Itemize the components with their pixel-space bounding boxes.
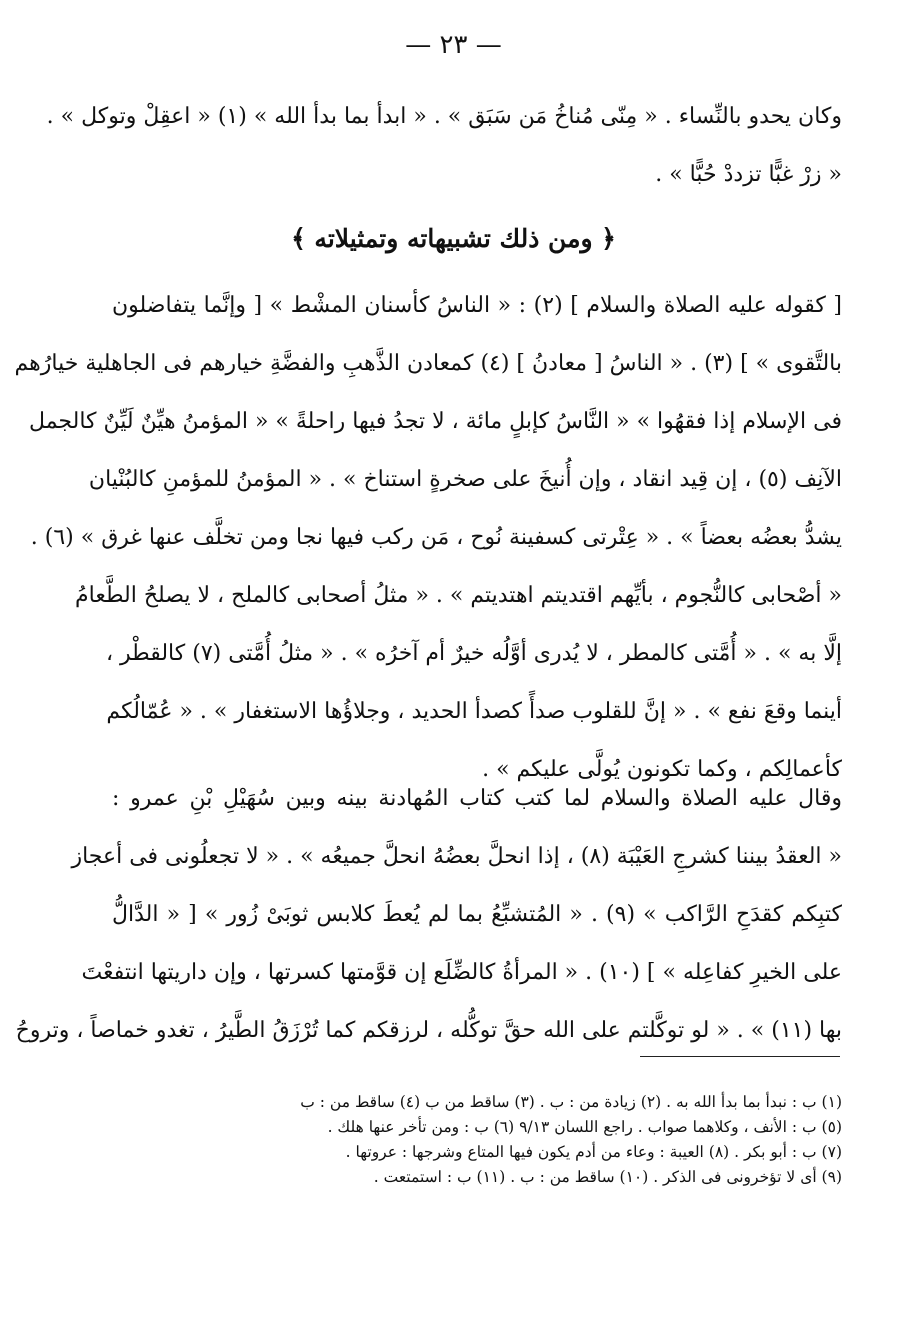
text-line: إلَّا به » . « أُمَّتى كالمطر ، لا يُدرى أوَّلُه خيرٌ أم آخرُه » . « مثلُ أُمَّتى (٧) كالقطْر ،: [105, 641, 842, 666]
text-line: وقال عليه الصلاة والسلام لما كتب كتاب المُهادنة بينه وبين سُهَيْلِ بْنِ عمرو :: [112, 786, 842, 811]
section-heading: ﴿ ومن ذلك تشبيهاته وتمثيلاته ﴾: [291, 224, 616, 253]
footnote-divider: [640, 1056, 840, 1057]
text-line: أينما وقعَ نفع » . « إنَّ للقلوب صدأً كصدأ الحديد ، وجلاؤُها الاستغفار » . « عُمّالُكم: [106, 699, 842, 724]
text-line: على الخيرِ كفاعِله » ] (١٠) . « المرأةُ كالضِّلَع إن قوَّمتها كسرتها ، وإن داريتها انتفعْتَ: [81, 960, 842, 985]
text-line: « العقدُ بيننا كشرجِ العَيْبَة (٨) ، إذا انحلَّ بعضُهُ انحلَّ جميعُه » . « لا تجعلُونى فى أعجاز: [71, 844, 842, 869]
page-number: — ٢٣ —: [405, 30, 502, 60]
text-line: كتبِكم كقدَحِ الرَّاكب » (٩) . « المُتشبِّعُ بما لم يُعطَ كلابس ثوبَىْ زُور » [ « الدَّالُّ: [112, 902, 842, 927]
text-line: [ كقوله عليه الصلاة والسلام ] (٢) : « الناسُ كأسنان المشْط » [ وإنَّما يتفاضلون: [112, 293, 842, 318]
text-line: بها (١١) » . « لو توكَّلتم على الله حقَّ توكُّله ، لرزقكم كما تُرْزَقُ الطَّيرُ ، تغدو خماصاً ، وتروحُ: [15, 1018, 842, 1043]
text-line: يشدُّ بعضُه بعضاً » . « عِتْرتى كسفينة نُوح ، مَن ركب فيها نجا ومن تخلَّف عنها غرق » (٦) .: [30, 525, 842, 550]
text-line: الآنِف (٥) ، إن قِيد انقاد ، وإن أُنيخَ على صخرةٍ استناخ » . « المؤمنُ للمؤمنِ كالبُنْيان: [88, 467, 842, 492]
footnote-line: (٥) ب : الأنف ، وكلاهما صواب . راجع اللسان ٩/١٣ (٦) ب : ومن تأخر عنها هلك .: [327, 1118, 842, 1136]
footnote-line: (٧) ب : أبو بكر . (٨) العيبة : وعاء من أدم يكون فيها المتاع وشرجها : عروتها .: [345, 1143, 842, 1161]
footnotes: [112, 1090, 842, 1190]
text-line: فى الإسلام إذا فقهُوا » « النَّاسُ كإبلٍ مائة ، لا تجدُ فيها راحلةً » « المؤمنُ هيِّنٌ لَيِّنٌ كالجمل: [29, 409, 842, 434]
paragraph-similes: [14, 277, 842, 799]
text-line: « زرْ غبًّا تزددْ حُبًّا » .: [655, 162, 842, 187]
paragraph-treaty: [15, 770, 842, 1060]
intro-paragraph: [46, 88, 842, 204]
footnote-line: (٩) أى لا تؤخرونى فى الذكر . (١٠) ساقط من : ب . (١١) ب : استمتعت .: [373, 1168, 842, 1186]
footnote-line: (١) ب : نبدأ بما بدأ الله به . (٢) زيادة من : ب . (٣) ساقط من ب (٤) ساقط من : ب: [300, 1093, 842, 1111]
text-line: وكان يحدو بالنِّساء . « مِنّى مُناخُ مَن سَبَق » . « ابدأ بما بدأ الله » (١) « اعقِلْ وتوكل » .: [46, 104, 842, 129]
text-line: كأعمالِكم ، وكما تكونون يُولَّى عليكم » .: [482, 757, 842, 782]
text-line: « أصْحابى كالنُّجوم ، بأيِّهم اقتديتم اهتديتم » . « مثلُ أصحابى كالملح ، لا يصلحُ الطَّعامُ: [75, 583, 842, 608]
text-line: بالتَّقوى » ] (٣) . « الناسُ [ معادنُ ] (٤) كمعادن الذَّهبِ والفضَّةِ خيارهم فى الجاهلية خيارُهم: [14, 351, 842, 376]
